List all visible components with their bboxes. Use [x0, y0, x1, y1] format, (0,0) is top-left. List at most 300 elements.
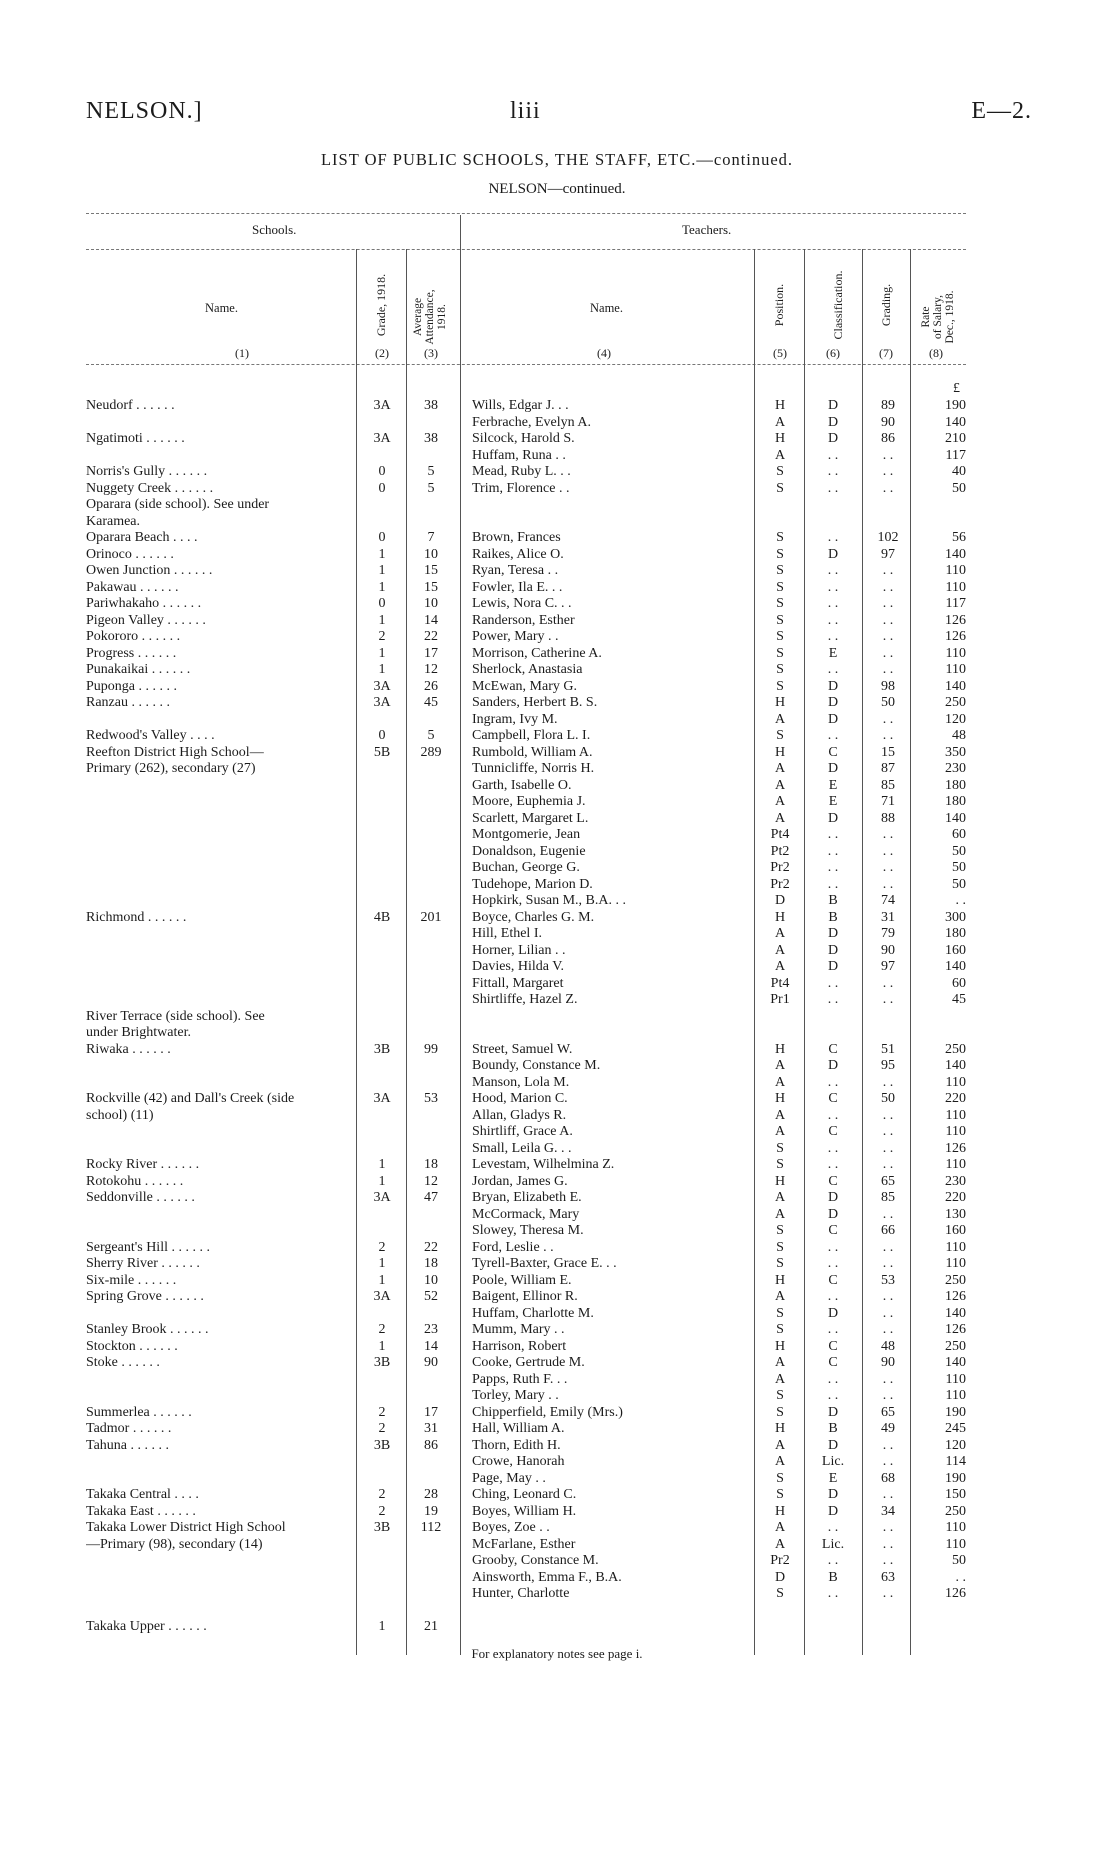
school-name-line: Reefton District High School—: [86, 744, 264, 760]
teacher-position: S: [776, 1256, 784, 1271]
teacher-classification: . .: [827, 827, 839, 842]
teacher-position: S: [776, 1305, 784, 1321]
school-name-line: Pigeon Valley . . . . . .: [86, 612, 206, 628]
teacher-position: A: [774, 1289, 786, 1304]
school-name-line: Summerlea . . . . . .: [86, 1404, 192, 1420]
teacher-grading: 50: [881, 695, 895, 710]
teacher-grading: . .: [882, 1520, 894, 1535]
school-name: [86, 1009, 348, 1042]
col-divider-1: [356, 249, 357, 1655]
school-grade: 1: [378, 1256, 386, 1271]
teacher-classification: C: [828, 1091, 838, 1106]
teacher-grading: . .: [882, 1140, 894, 1156]
teacher-name: Silcock, Harold S.: [472, 431, 575, 446]
school-attendance: 10: [424, 546, 438, 562]
teacher-classification: . .: [827, 1371, 839, 1387]
teacher-name: Sanders, Herbert B. S.: [472, 695, 598, 710]
school-attendance: 52: [424, 1289, 438, 1304]
school-grade: 2: [378, 1404, 386, 1420]
school-name: [86, 1042, 348, 1059]
school-grade: 2: [378, 1239, 386, 1255]
teacher-classification: . .: [827, 1520, 839, 1535]
school-grade: 4B: [373, 909, 391, 925]
page-subtitle: NELSON—continued.: [488, 181, 626, 197]
school-attendance: 7: [427, 530, 435, 545]
teacher-position: A: [774, 942, 786, 958]
teacher-salary: 120: [945, 711, 966, 727]
teacher-salary: 250: [945, 695, 966, 710]
teacher-name: Morrison, Catherine A.: [472, 645, 602, 661]
teacher-grading: . .: [882, 480, 894, 496]
teacher-position: A: [774, 1355, 786, 1370]
school-grade: 2: [378, 1487, 386, 1502]
teacher-name: Tyrell-Baxter, Grace E. . .: [472, 1256, 617, 1271]
teacher-position: Pt4: [770, 975, 790, 991]
school-name-line: River Terrace (side school). See: [86, 1008, 265, 1024]
teacher-position: A: [774, 1107, 786, 1123]
school-grade: 3A: [373, 1289, 391, 1304]
teacher-salary: 126: [945, 612, 966, 628]
col-divider-2: [406, 249, 407, 1655]
teacher-name: Mumm, Mary . .: [472, 1322, 565, 1337]
school-name-line: Six-mile . . . . . .: [86, 1272, 177, 1288]
teacher-salary: 140: [945, 1058, 966, 1073]
school-name: [86, 1504, 348, 1521]
schools-group-header: Schools.: [252, 222, 297, 237]
teacher-position: Pr2: [770, 876, 790, 892]
teacher-salary: 180: [945, 794, 966, 809]
teacher-classification: D: [827, 1437, 839, 1453]
school-name-line: Takaka Central . . . .: [86, 1487, 199, 1502]
teacher-position: S: [776, 464, 784, 479]
school-attendance: 38: [424, 431, 438, 446]
teacher-grading: 88: [881, 810, 895, 826]
teacher-name: Street, Samuel W.: [472, 1041, 573, 1057]
school-name-line: Stockton . . . . . .: [86, 1338, 178, 1354]
teacher-name: Torley, Mary . .: [472, 1388, 559, 1403]
teacher-name: Tunnicliffe, Norris H.: [472, 761, 595, 776]
school-name-line: Takaka Upper . . . . . .: [86, 1619, 207, 1634]
teacher-grading: . .: [882, 1239, 894, 1255]
school-name: [86, 1174, 348, 1191]
teacher-position: S: [776, 728, 784, 743]
teacher-salary: 140: [945, 810, 966, 826]
teacher-salary: 250: [945, 1338, 966, 1354]
teacher-salary: 110: [945, 1239, 966, 1255]
teacher-grading: . .: [882, 992, 894, 1007]
school-name: [86, 481, 348, 498]
school-attendance: 90: [424, 1355, 438, 1370]
teacher-name: Levestam, Wilhelmina Z.: [472, 1157, 615, 1172]
teacher-name: Donaldson, Eugenie: [472, 843, 586, 859]
school-name-line: Tadmor . . . . . .: [86, 1421, 172, 1436]
teacher-salary: 180: [945, 777, 966, 793]
table-top-rule: [86, 213, 966, 214]
school-grade: 2: [378, 629, 386, 644]
teacher-salary: 160: [945, 1223, 966, 1238]
school-name-line: Takaka East . . . . . .: [86, 1503, 196, 1519]
teacher-classification: Lic.: [821, 1454, 845, 1469]
teacher-position: H: [774, 431, 786, 446]
school-name-line: Pakawau . . . . . .: [86, 579, 179, 595]
teacher-classification: E: [828, 794, 838, 809]
teacher-position: A: [774, 959, 786, 974]
teacher-position: A: [774, 414, 786, 430]
teacher-name: Montgomerie, Jean: [472, 827, 581, 842]
teacher-name: Hall, William A.: [472, 1421, 565, 1436]
col-number-2: (2): [375, 346, 389, 360]
teacher-grading: 74: [881, 893, 895, 908]
teacher-classification: C: [828, 1124, 838, 1139]
teacher-classification: . .: [827, 1074, 839, 1090]
teacher-classification: . .: [827, 480, 839, 496]
teacher-position: H: [774, 1503, 786, 1519]
teacher-classification: D: [827, 1305, 839, 1321]
teacher-classification: D: [827, 942, 839, 958]
teacher-grading: 53: [881, 1272, 895, 1288]
school-grade: 2: [378, 1421, 386, 1436]
teacher-grading: 86: [881, 431, 895, 446]
col-header-grade: Grade, 1918.: [374, 273, 388, 337]
teacher-position: S: [776, 1404, 784, 1420]
school-attendance: 112: [420, 1520, 442, 1535]
teacher-salary: 50: [952, 876, 966, 892]
teacher-classification: . .: [827, 596, 839, 611]
school-grade: 0: [378, 728, 386, 743]
teacher-salary: 160: [945, 942, 966, 958]
school-name: [86, 431, 348, 448]
teacher-salary: 48: [952, 728, 966, 743]
school-name: [86, 1339, 348, 1356]
school-grade: 0: [378, 530, 386, 545]
teacher-position: S: [776, 662, 784, 677]
school-name-line: —Primary (98), secondary (14): [86, 1536, 263, 1552]
school-name-line: Takaka Lower District High School: [86, 1520, 286, 1535]
teacher-position: Pt2: [770, 843, 790, 859]
teacher-name: Hill, Ethel I.: [472, 926, 542, 941]
teacher-name: Power, Mary . .: [472, 629, 559, 644]
school-attendance: 23: [424, 1322, 438, 1337]
school-name: [86, 497, 348, 530]
teacher-salary: 130: [945, 1206, 966, 1222]
school-name-line: Ngatimoti . . . . . .: [86, 431, 185, 446]
teacher-grading: 98: [881, 678, 895, 694]
school-name-line: Rotokohu . . . . . .: [86, 1173, 184, 1189]
school-name-line: Seddonville . . . . . .: [86, 1190, 195, 1205]
teacher-classification: D: [827, 1404, 839, 1420]
teacher-salary: 50: [952, 843, 966, 859]
teacher-grading: 90: [881, 942, 895, 958]
teacher-classification: C: [828, 744, 838, 760]
school-name: [86, 1322, 348, 1339]
teacher-position: S: [776, 1586, 784, 1601]
teacher-position: S: [776, 563, 784, 578]
teacher-classification: B: [828, 1421, 838, 1436]
col-header-teacher-name: Name.: [590, 301, 623, 315]
teacher-salary: 110: [945, 1256, 966, 1271]
teacher-name: Boyce, Charles G. M.: [472, 909, 595, 925]
school-grade: 3B: [373, 1520, 391, 1535]
school-name: [86, 1273, 348, 1290]
school-name-line: Rockville (42) and Dall's Creek (side: [86, 1091, 295, 1106]
school-name-line: Pariwhakaho . . . . . .: [86, 596, 202, 611]
teacher-name: Sherlock, Anastasia: [472, 662, 583, 677]
teacher-salary: 50: [952, 1553, 966, 1568]
school-name: [86, 745, 348, 778]
teacher-name: Poole, William E.: [472, 1272, 572, 1288]
school-name: [86, 679, 348, 696]
teacher-salary: 220: [945, 1190, 966, 1205]
teacher-grading: 97: [881, 546, 895, 562]
teacher-position: A: [774, 447, 786, 463]
teacher-name: Manson, Lola M.: [472, 1074, 570, 1090]
school-name-line: Nuggety Creek . . . . . .: [86, 480, 214, 496]
teacher-position: S: [776, 645, 784, 661]
teacher-grading: . .: [882, 1536, 894, 1552]
teacher-salary: . .: [955, 1569, 966, 1585]
teacher-name: Ainsworth, Emma F., B.A.: [472, 1569, 622, 1585]
teacher-grading: 66: [881, 1223, 895, 1238]
school-name: [86, 1157, 348, 1174]
teacher-salary: 220: [945, 1091, 966, 1106]
col-divider-6: [862, 249, 863, 1655]
teacher-salary: 250: [945, 1503, 966, 1519]
teacher-grading: 65: [881, 1173, 895, 1189]
teacher-classification: . .: [827, 579, 839, 595]
teacher-name: Moore, Euphemia J.: [472, 794, 586, 809]
school-name-line: Orinoco . . . . . .: [86, 546, 174, 562]
school-grade: 1: [378, 1619, 386, 1634]
footer-note: For explanatory notes see page i.: [471, 1646, 643, 1661]
teacher-name: Davies, Hilda V.: [472, 959, 565, 974]
school-attendance: 5: [427, 728, 435, 743]
teacher-position: H: [774, 909, 786, 925]
teacher-salary: 126: [945, 1289, 966, 1304]
school-grade: 1: [378, 1338, 386, 1354]
teacher-classification: D: [827, 1206, 839, 1222]
col-header-school-name: Name.: [205, 301, 238, 315]
school-name: [86, 1487, 348, 1504]
teacher-grading: 49: [881, 1421, 895, 1436]
school-grade: 1: [378, 1272, 386, 1288]
teacher-classification: . .: [827, 1256, 839, 1271]
teacher-grading: . .: [882, 447, 894, 463]
teacher-classification: . .: [827, 1140, 839, 1156]
teacher-grading: . .: [882, 860, 894, 875]
teacher-name: Wills, Edgar J. . .: [472, 398, 569, 413]
teacher-salary: 230: [945, 761, 966, 776]
teacher-salary: 150: [945, 1487, 966, 1502]
school-grade: 1: [378, 662, 386, 677]
school-name: [86, 464, 348, 481]
teacher-salary: 110: [945, 645, 966, 661]
school-attendance: 10: [424, 596, 438, 611]
teacher-grading: 102: [877, 530, 899, 545]
teacher-salary: 110: [945, 579, 966, 595]
school-grade: 1: [378, 1173, 386, 1189]
teacher-salary: 190: [945, 1404, 966, 1420]
teacher-name: Mead, Ruby L. . .: [472, 464, 571, 479]
teacher-position: S: [776, 1239, 784, 1255]
school-name-line: Tahuna . . . . . .: [86, 1437, 170, 1453]
school-name-line: Punakaikai . . . . . .: [86, 662, 191, 677]
school-attendance: 289: [420, 744, 442, 760]
teacher-name: Fittall, Margaret: [472, 975, 564, 991]
teacher-grading: 34: [881, 1503, 895, 1519]
teacher-position: Pr2: [770, 1553, 790, 1568]
school-attendance: 18: [424, 1157, 438, 1172]
teacher-name: Harrison, Robert: [472, 1338, 567, 1354]
teacher-name: Page, May . .: [472, 1470, 546, 1486]
teacher-classification: C: [828, 1272, 838, 1288]
teacher-name: Thorn, Edith H.: [472, 1437, 561, 1453]
teacher-classification: D: [827, 810, 839, 826]
teacher-salary: 60: [952, 975, 966, 991]
school-name: [86, 1520, 348, 1553]
teacher-grading: 79: [881, 926, 895, 941]
school-attendance: 17: [424, 1404, 438, 1420]
school-attendance: 15: [424, 579, 438, 595]
teacher-grading: . .: [882, 1586, 894, 1601]
teacher-classification: . .: [827, 843, 839, 859]
teacher-grading: . .: [882, 827, 894, 842]
teacher-grading: . .: [882, 1124, 894, 1139]
teacher-name: McEwan, Mary G.: [472, 678, 577, 694]
teacher-salary: 140: [945, 678, 966, 694]
teacher-position: H: [774, 744, 786, 760]
teacher-name: Baigent, Ellinor R.: [472, 1289, 578, 1304]
teacher-name: Trim, Florence . .: [472, 480, 570, 496]
school-attendance: 38: [424, 398, 438, 413]
school-name: [86, 695, 348, 712]
teacher-name: Ching, Leonard C.: [472, 1487, 577, 1502]
teacher-position: A: [774, 1124, 786, 1139]
teacher-grading: 65: [881, 1404, 895, 1420]
school-grade: 0: [378, 464, 386, 479]
teacher-position: H: [774, 1272, 786, 1288]
teacher-position: S: [776, 579, 784, 595]
teacher-salary: 117: [945, 596, 966, 611]
school-attendance: 99: [424, 1041, 438, 1057]
teacher-grading: 71: [881, 794, 895, 809]
teacher-salary: 110: [945, 1371, 966, 1387]
school-grade: 3A: [373, 1091, 391, 1106]
school-attendance: 10: [424, 1272, 438, 1288]
school-grade: 2: [378, 1503, 386, 1519]
teacher-classification: . .: [827, 1388, 839, 1403]
school-attendance: 53: [424, 1091, 438, 1106]
school-grade: 3A: [373, 398, 391, 413]
teacher-name: Slowey, Theresa M.: [472, 1223, 584, 1238]
school-name: [86, 1619, 348, 1636]
teacher-grading: 51: [881, 1041, 895, 1057]
school-grade: 3B: [373, 1355, 391, 1370]
teacher-salary: 140: [945, 1355, 966, 1370]
teacher-classification: D: [827, 1058, 839, 1073]
school-name-line: Sherry River . . . . . .: [86, 1256, 200, 1271]
teacher-position: H: [774, 1338, 786, 1354]
teacher-grading: 63: [881, 1569, 895, 1585]
teacher-grading: . .: [882, 612, 894, 628]
teacher-classification: E: [828, 645, 838, 661]
teacher-classification: . .: [827, 662, 839, 677]
running-header-left: NELSON.]: [86, 98, 203, 124]
teacher-grading: . .: [882, 728, 894, 743]
school-name-line: Oparara Beach . . . .: [86, 530, 198, 545]
school-grade: 1: [378, 1157, 386, 1172]
teacher-salary: 140: [945, 414, 966, 430]
teacher-salary: 190: [945, 398, 966, 413]
schools-teachers-divider: [460, 215, 461, 1655]
teacher-classification: D: [827, 1190, 839, 1205]
teacher-classification: D: [827, 711, 839, 727]
teacher-classification: . .: [827, 876, 839, 892]
teacher-position: S: [776, 1223, 784, 1238]
school-attendance: 86: [424, 1437, 438, 1453]
teacher-name: Boyes, William H.: [472, 1503, 577, 1519]
teacher-position: S: [776, 596, 784, 611]
school-grade: 1: [378, 563, 386, 578]
teacher-grading: . .: [882, 1487, 894, 1502]
teacher-classification: E: [828, 777, 838, 793]
teacher-classification: D: [827, 926, 839, 941]
school-name: [86, 662, 348, 679]
school-attendance: 22: [424, 1239, 438, 1255]
teacher-salary: 210: [945, 431, 966, 446]
teacher-grading: 48: [881, 1338, 895, 1354]
teacher-classification: D: [827, 761, 839, 776]
teacher-classification: C: [828, 1041, 838, 1057]
teacher-salary: 190: [945, 1470, 966, 1486]
teacher-name: Allan, Gladys R.: [472, 1107, 567, 1123]
school-attendance: 201: [420, 909, 442, 925]
col-divider-4: [754, 249, 755, 1655]
school-name: [86, 530, 348, 547]
col-header-salary: Rate of Salary, Dec., 1918.: [920, 290, 956, 344]
teacher-position: S: [776, 1487, 784, 1502]
school-name-line: Pokororo . . . . . .: [86, 629, 181, 644]
school-grade: 1: [378, 579, 386, 595]
teacher-grading: 87: [881, 761, 895, 776]
teacher-position: S: [776, 530, 784, 545]
teacher-salary: 110: [945, 1536, 966, 1552]
teacher-position: D: [774, 893, 786, 908]
school-name: [86, 1438, 348, 1455]
school-attendance: 14: [424, 1338, 438, 1354]
school-name: [86, 580, 348, 597]
teacher-grading: 97: [881, 959, 895, 974]
school-grade: 5B: [373, 744, 391, 760]
teacher-position: A: [774, 810, 786, 826]
teacher-position: A: [774, 1520, 786, 1535]
teacher-name: Jordan, James G.: [472, 1173, 568, 1189]
school-attendance: 12: [424, 1173, 438, 1189]
school-name-line: Stoke . . . . . .: [86, 1355, 160, 1370]
teacher-salary: 110: [945, 662, 966, 677]
school-name-line: Neudorf . . . . . .: [86, 398, 175, 413]
col-divider-5: [804, 249, 805, 1655]
teacher-classification: . .: [827, 1586, 839, 1601]
teacher-classification: . .: [827, 1553, 839, 1568]
school-attendance: 18: [424, 1256, 438, 1271]
teacher-name: Cooke, Gertrude M.: [472, 1355, 585, 1370]
teacher-grading: . .: [882, 1289, 894, 1304]
teacher-grading: . .: [882, 596, 894, 611]
col-number-3: (3): [424, 346, 438, 360]
school-grade: 3A: [373, 431, 391, 446]
teacher-salary: 50: [952, 860, 966, 875]
teacher-salary: 114: [945, 1454, 966, 1469]
